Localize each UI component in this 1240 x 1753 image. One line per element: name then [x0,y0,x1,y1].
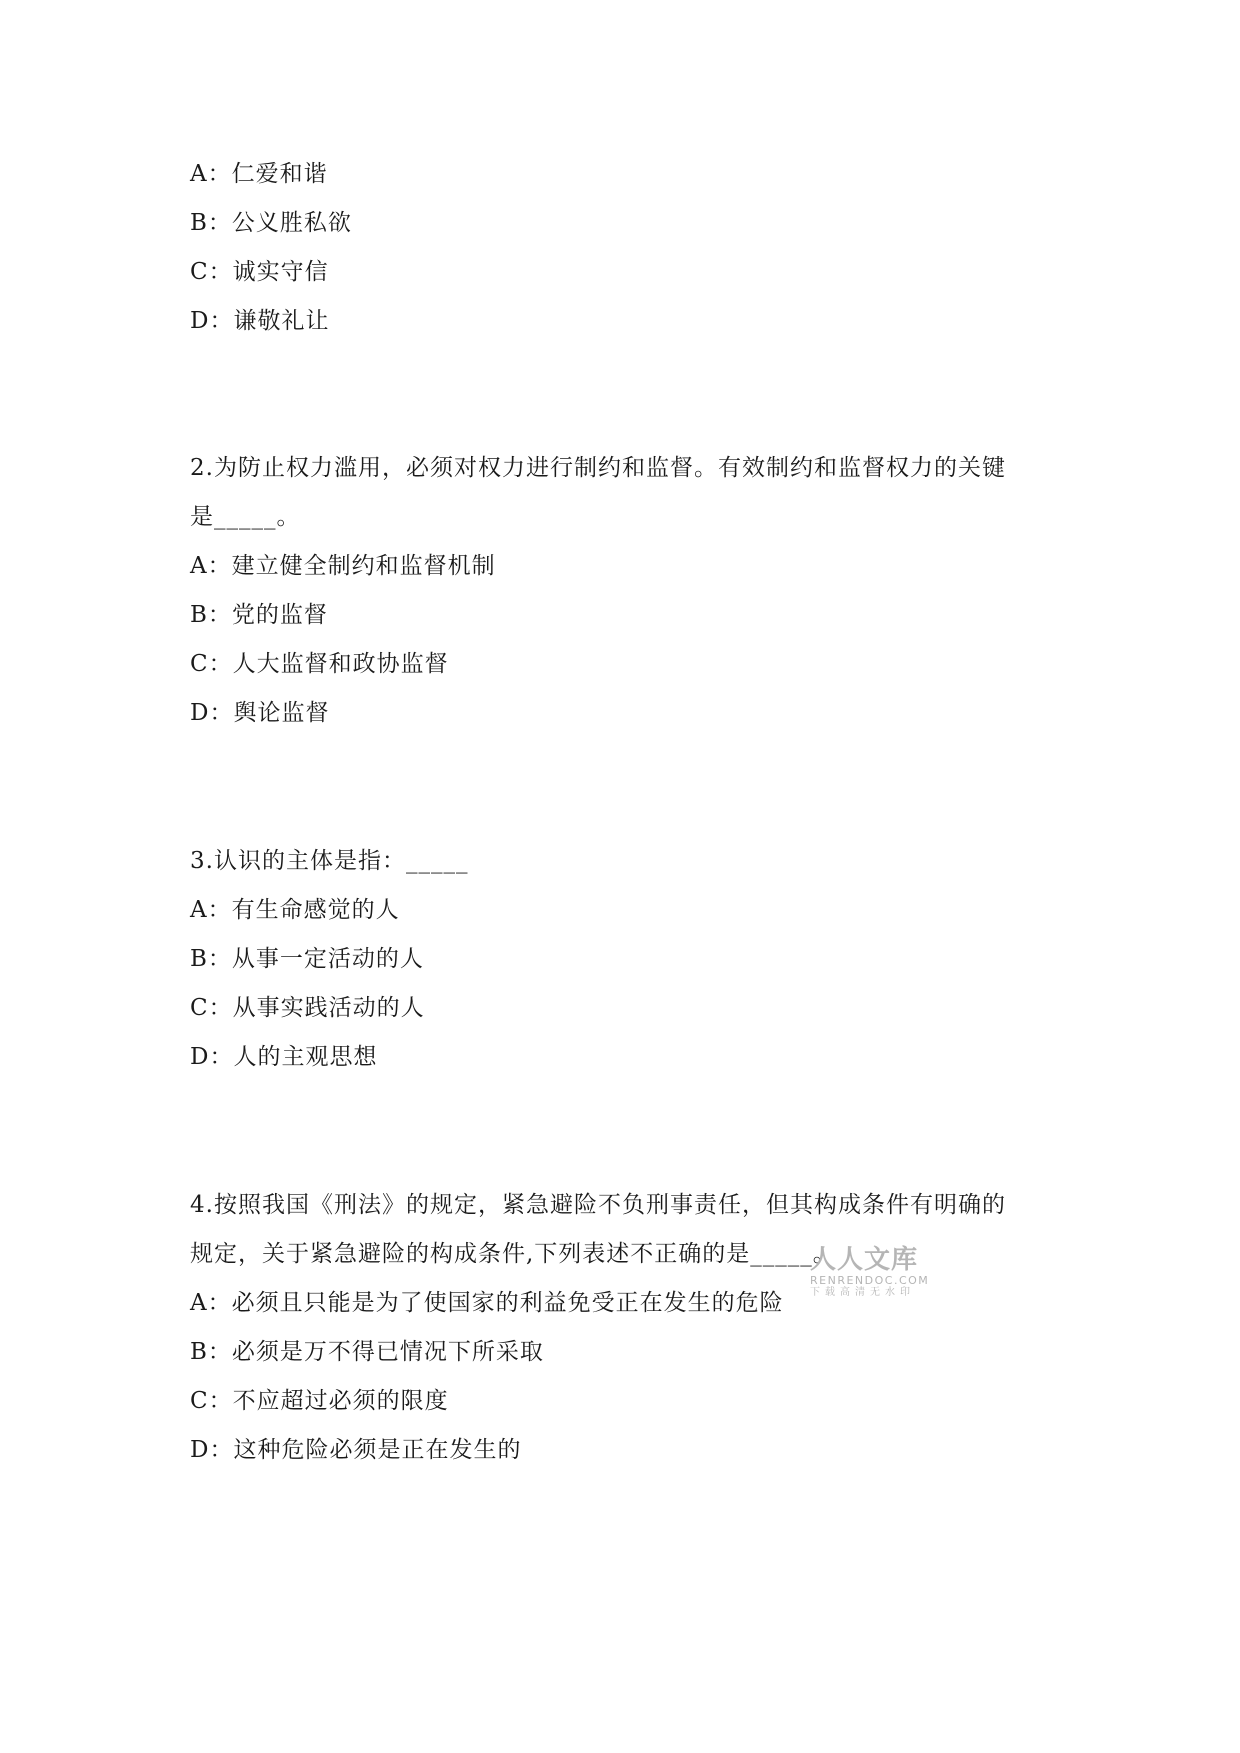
q3-option-d: D：人的主观思想 [190,1044,378,1070]
q4-option-b: B：必须是万不得已情况下所采取 [190,1339,544,1365]
q1-option-b: B：公义胜私欲 [190,210,352,236]
q3-option-c: C：从事实践活动的人 [190,995,425,1021]
q1-option-a: A：仁爱和谐 [190,161,328,187]
q4-stem-line-1: 4.按照我国《刑法》的规定，紧急避险不负刑事责任，但其构成条件有明确的 [190,1192,1006,1218]
q4-option-a: A：必须且只能是为了使国家的利益免受正在发生的危险 [190,1290,784,1316]
watermark-tagline: 下载高清无水印 [810,1287,915,1298]
q3-option-a: A：有生命感觉的人 [190,897,400,923]
watermark-logo: 人人文库 [810,1245,919,1275]
q4-option-c: C：不应超过必须的限度 [190,1388,449,1414]
q4-option-d: D：这种危险必须是正在发生的 [190,1437,522,1463]
q2-option-b: B：党的监督 [190,602,328,628]
watermark-domain: RENRENDOC.COM [810,1274,930,1287]
q1-option-c: C：诚实守信 [190,259,329,285]
watermark [810,1246,940,1302]
q2-stem-line-1: 2.为防止权力滥用，必须对权力进行制约和监督。有效制约和监督权力的关键 [190,455,1006,481]
q4-stem-line-2: 规定，关于紧急避险的构成条件,下列表述不正确的是_____。 [190,1241,837,1267]
q1-option-d: D：谦敬礼让 [190,308,330,334]
q2-stem-line-2: 是_____。 [190,504,301,530]
q3-stem-line-1: 3.认识的主体是指：_____ [190,848,469,874]
q2-option-a: A：建立健全制约和监督机制 [190,553,496,579]
q3-option-b: B：从事一定活动的人 [190,946,424,972]
q2-option-d: D：舆论监督 [190,700,330,726]
q2-option-c: C：人大监督和政协监督 [190,651,449,677]
